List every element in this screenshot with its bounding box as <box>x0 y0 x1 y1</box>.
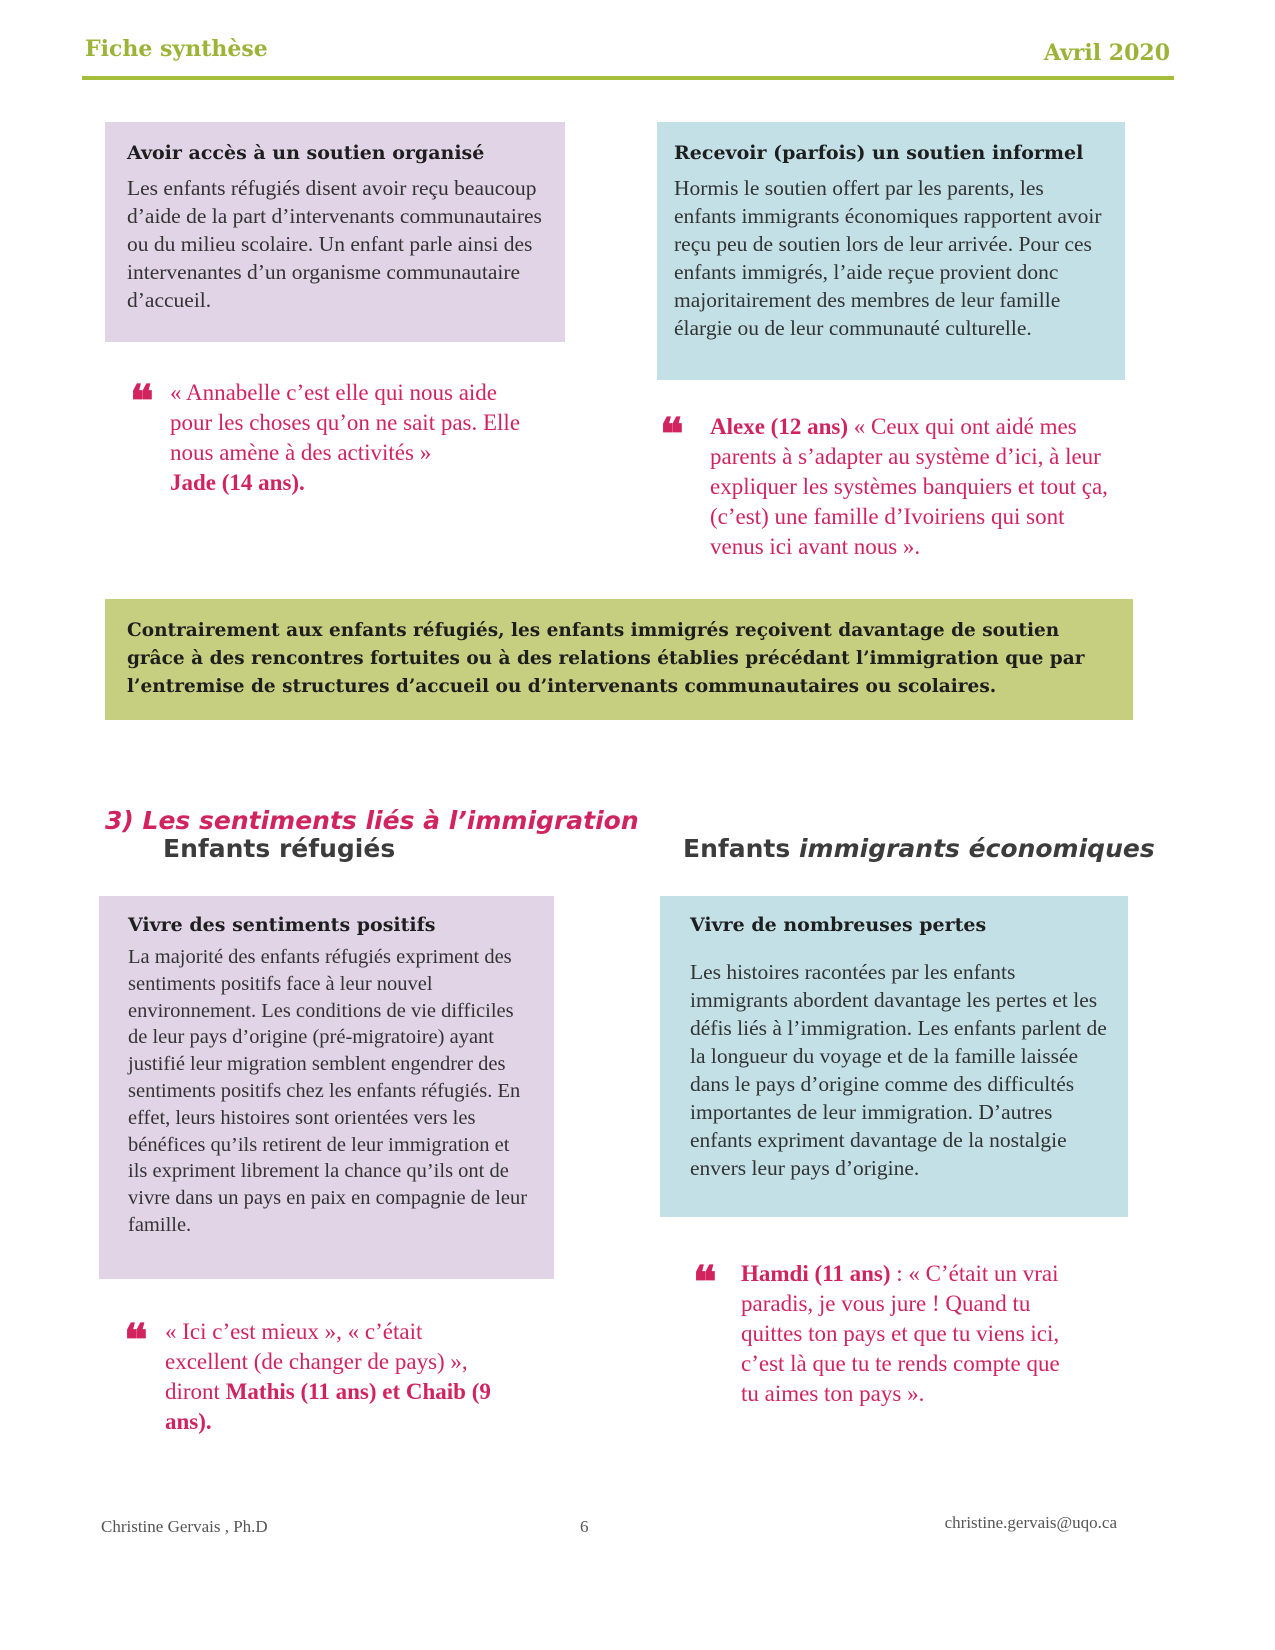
quote-jade <box>170 378 530 498</box>
refugees-heading: Enfants réfugiés <box>163 834 396 863</box>
informal-support-text: Hormis le soutien offert par les parents, les enfants immigrants économiques rapportent avoir reçu peu de soutien lors de leur arrivée. Pour ces enfants immigrés, l’aide reçue provient donc majoritairement des membres de leur famille élargie ou de leur communauté culturelle. <box>674 176 1102 340</box>
quote-mark-icon: ❝ <box>124 1315 148 1366</box>
informal-support-title: Recevoir (parfois) un soutien informel <box>674 142 1084 164</box>
header-divider <box>82 76 1174 80</box>
organized-support-title: Avoir accès à un soutien organisé <box>127 142 485 164</box>
quote-mark-icon: ❝ <box>693 1257 717 1308</box>
header-date: Avril 2020 <box>1043 40 1170 66</box>
quote-hamdi <box>741 1259 1081 1409</box>
economic-heading-part-a: Enfants <box>683 834 799 863</box>
positive-feelings-box <box>99 896 554 1279</box>
economic-immigrants-heading <box>683 834 1155 863</box>
quote-mathis-text: « Ici c’est mieux », « c’était excellent (de changer de pays) », diront <box>165 1319 468 1404</box>
quote-mark-icon: ❝ <box>660 409 684 460</box>
organized-support-text: Les enfants réfugiés disent avoir reçu beaucoup d’aide de la part d’intervenants communautaires ou du milieu scolaire. Un enfant parle ainsi des intervenantes d’un organisme communautaire d’accueil. <box>127 176 542 312</box>
quote-mark-icon: ❝ <box>130 376 154 427</box>
losses-title: Vivre de nombreuses pertes <box>690 914 987 936</box>
losses-text: Les histoires racontées par les enfants immigrants abordent davantage les pertes et les défis liés à l’immigration. Les enfants parlent de la longueur du voyage et de la famille laissée dans le pays d’origine comme des difficultés importantes de leur immigration. D’autres enfants expriment davantage de la nostalgie envers leur pays d’origine. <box>690 960 1107 1180</box>
positive-feelings-title: Vivre des sentiments positifs <box>128 914 436 936</box>
quote-alexe-text: « Ceux qui ont aidé mes parents à s’adapter au système d’ici, à leur expliquer les systèmes banquiers et tout ça, (c’est) une famille d’Ivoiriens qui sont venus ici avant nous ». <box>710 414 1108 559</box>
support-conclusion-text: Contrairement aux enfants réfugiés, les enfants immigrés reçoivent davantage de soutien grâce à des rencontres fortuites ou à des relations établies précédant l’immigration que par l’entremise de structures d’accueil ou d’intervenants communautaires ou scolaires. <box>127 620 1085 697</box>
footer-page-number: 6 <box>580 1517 589 1536</box>
economic-heading-part-b: immigrants économiques <box>798 834 1155 863</box>
quote-jade-text: « Annabelle c’est elle qui nous aide pour les choses qu’on ne sait pas. Elle nous amène à des activités » <box>170 380 521 465</box>
header-title: Fiche synthèse <box>85 36 268 62</box>
footer-author: Christine Gervais , Ph.D <box>101 1517 268 1536</box>
quote-alexe-author: Alexe (12 ans) <box>710 414 848 439</box>
section-title: 3) Les sentiments liés à l’immigration <box>105 806 639 835</box>
quote-jade-author: Jade (14 ans). <box>170 470 305 495</box>
support-conclusion-box <box>105 599 1133 720</box>
positive-feelings-text: La majorité des enfants réfugiés expriment des sentiments positifs face à leur nouvel environnement. Les conditions de vie difficiles de leur pays d’origine (pré-migratoire) ayant justifié leur migration semblent engendrer des sentiments positifs chez les enfants réfugiés. En effet, leurs histoires sont orientées vers les bénéfices qu’ils retirent de leur immigration et ils expriment librement la chance qu’ils ont de vivre dans un pays en paix en compagnie de leur famille. <box>128 946 528 1236</box>
informal-support-box <box>657 122 1125 380</box>
organized-support-box <box>105 122 565 342</box>
losses-box <box>660 896 1128 1217</box>
footer-email[interactable]: christine.gervais@uqo.ca <box>944 1513 1117 1532</box>
quote-hamdi-text: : « C’était un vrai paradis, je vous jure ! Quand tu quittes ton pays et que tu viens ici, c’est là que tu te rends compte que tu aimes ton pays ». <box>741 1261 1060 1406</box>
quote-alexe <box>710 412 1110 562</box>
quote-mathis-author: Mathis (11 ans) et Chaib (9 ans). <box>165 1379 491 1434</box>
quote-hamdi-author: Hamdi (11 ans) <box>741 1261 891 1286</box>
quote-mathis-chaib <box>165 1317 505 1437</box>
